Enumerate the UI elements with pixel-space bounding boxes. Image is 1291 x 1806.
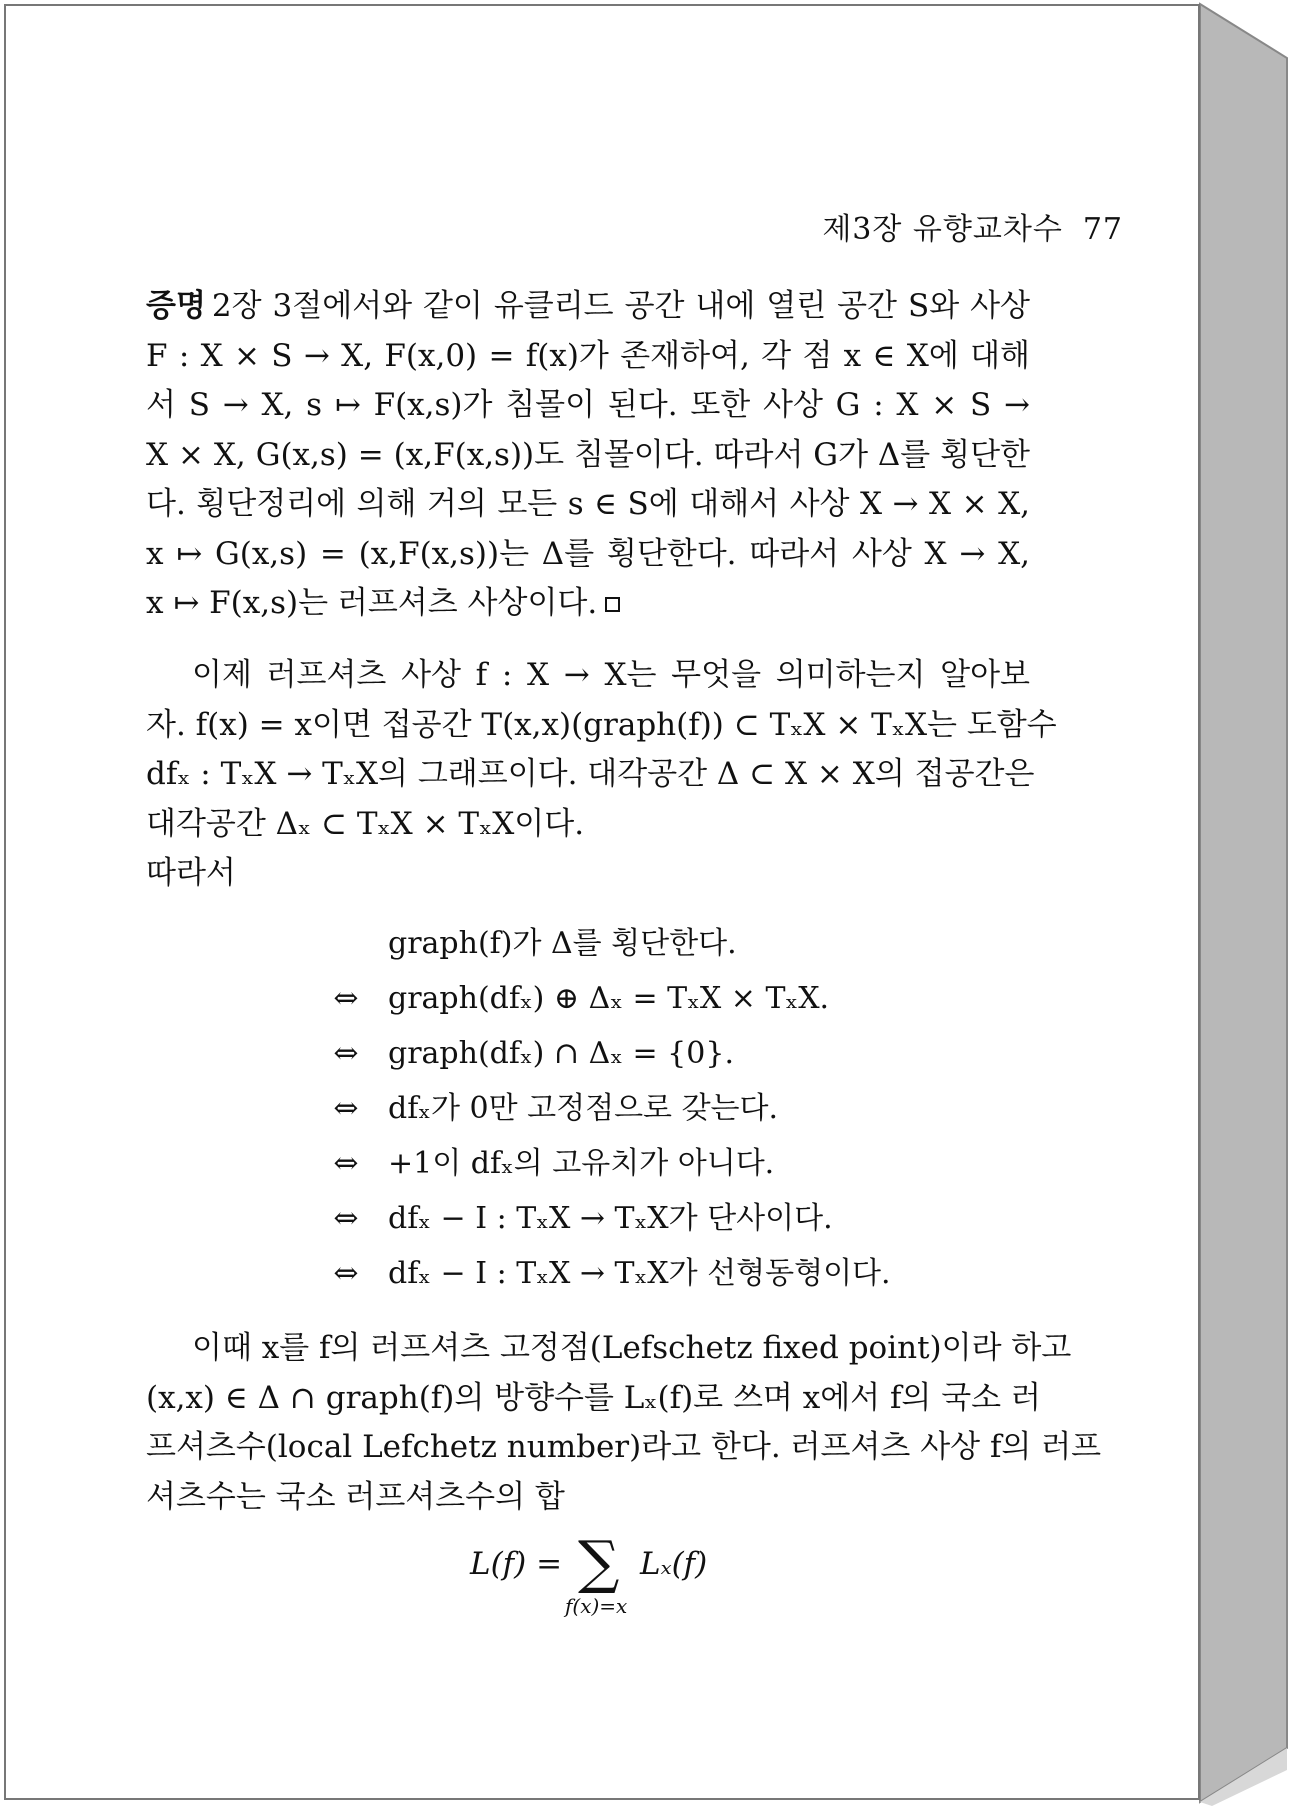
page-number: 77 bbox=[1082, 212, 1123, 247]
equivalence-row bbox=[326, 971, 1046, 1026]
para1-line-3: dfₓ : TₓX → TₓX의 그래프이다. 대각공간 Δ ⊂ X × X의 접공간은 bbox=[146, 756, 1035, 792]
equivalence-row bbox=[326, 1081, 1046, 1136]
proof-line-6: x ↦ G(x,s) = (x,F(x,s))는 Δ를 횡단한다. 따라서 사상 X → X, bbox=[146, 535, 1030, 572]
proof-text-7: x ↦ F(x,s)는 러프셔츠 사상이다. bbox=[146, 585, 598, 621]
equivalence-expr: dfₓ − I : TₓX → TₓX가 단사이다. bbox=[388, 1201, 833, 1236]
equivalence-row bbox=[326, 1246, 1046, 1301]
book-page bbox=[4, 4, 1200, 1800]
proof-line-2: F : X × S → X, F(x,0) = f(x)가 존재하여, 각 점 x ∈ X에 대해 bbox=[146, 337, 1030, 374]
iff-arrow: ⇔ bbox=[333, 1201, 359, 1236]
equivalence-expr: graph(f)가 Δ를 횡단한다. bbox=[388, 926, 737, 961]
formula-lhs: L(f) = bbox=[470, 1546, 563, 1582]
proof-label: 증명 bbox=[146, 288, 206, 324]
iff-arrow: ⇔ bbox=[333, 981, 359, 1016]
equivalence-expr: graph(dfₓ) ∩ Δₓ = {0}. bbox=[388, 1036, 734, 1071]
proof-line-5: 다. 횡단정리에 의해 거의 모든 s ∈ S에 대해서 사상 X → X × X, bbox=[146, 486, 1030, 522]
equivalence-row bbox=[326, 1136, 1046, 1191]
para1-line-2: 자. f(x) = x이면 접공간 T(x,x)(graph(f)) ⊂ TₓX × TₓX는 도함수 bbox=[146, 706, 1057, 743]
proof-line-4: X × X, G(x,s) = (x,F(x,s))도 침몰이다. 따라서 G가 Δ를 횡단한 bbox=[146, 436, 1030, 473]
equivalence-expr: graph(dfₓ) ⊕ Δₓ = TₓX × TₓX. bbox=[388, 981, 830, 1016]
lefschetz-number-formula bbox=[470, 1528, 890, 1626]
proof-line-7 bbox=[146, 579, 1030, 629]
equivalence-row bbox=[326, 916, 1046, 971]
qed-box-icon bbox=[605, 597, 620, 612]
equivalence-row bbox=[326, 1191, 1046, 1246]
para1-line-5: 따라서 bbox=[146, 855, 236, 891]
equivalence-expr: dfₓ − I : TₓX → TₓX가 선형동형이다. bbox=[388, 1256, 891, 1291]
paragraph-2 bbox=[146, 1324, 1102, 1522]
proof-line-3: 서 S → X, s ↦ F(x,s)가 침몰이 된다. 또한 사상 G : X × S → bbox=[146, 387, 1030, 423]
para1-line-1: 이제 러프셔츠 사상 f : X → X는 무엇을 의미하는지 알아보 bbox=[192, 657, 1030, 693]
equivalence-expr: +1이 dfₓ의 고유치가 아니다. bbox=[388, 1146, 775, 1181]
equivalence-row bbox=[326, 1026, 1046, 1081]
summation-index: f(x)=x bbox=[565, 1594, 628, 1618]
iff-arrow: ⇔ bbox=[333, 1036, 359, 1071]
para1-line-4: 대각공간 Δₓ ⊂ TₓX × TₓX이다. bbox=[146, 805, 585, 842]
summation-sign: ∑ bbox=[578, 1528, 620, 1596]
equivalence-list bbox=[326, 916, 1046, 1301]
para2-line-3: 프셔츠수(local Lefchetz number)라고 한다. 러프셔츠 사상 f의 러프 bbox=[146, 1429, 1102, 1465]
chapter-title: 제3장 유향교차수 bbox=[822, 212, 1063, 247]
proof-text-1: 2장 3절에서와 같이 유클리드 공간 내에 열린 공간 S와 사상 bbox=[211, 288, 1030, 324]
para2-line-1: 이때 x를 f의 러프셔츠 고정점(Lefschetz fixed point)이라 하고 bbox=[192, 1330, 1072, 1366]
proof-line-1 bbox=[146, 282, 1030, 332]
running-head bbox=[822, 204, 1123, 248]
proof-paragraph bbox=[146, 282, 1030, 629]
iff-arrow: ⇔ bbox=[333, 1091, 359, 1126]
iff-arrow: ⇔ bbox=[333, 1146, 359, 1181]
paragraph-1 bbox=[146, 651, 1057, 899]
formula-rhs: Lₓ(f) bbox=[640, 1546, 708, 1582]
para2-line-2: (x,x) ∈ Δ ∩ graph(f)의 방향수를 Lₓ(f)로 쓰며 x에서 f의 국소 러 bbox=[146, 1379, 1041, 1416]
para2-line-4: 셔츠수는 국소 러프셔츠수의 합 bbox=[146, 1478, 565, 1515]
equivalence-expr: dfₓ가 0만 고정점으로 갖는다. bbox=[388, 1091, 779, 1126]
iff-arrow: ⇔ bbox=[333, 1256, 359, 1291]
